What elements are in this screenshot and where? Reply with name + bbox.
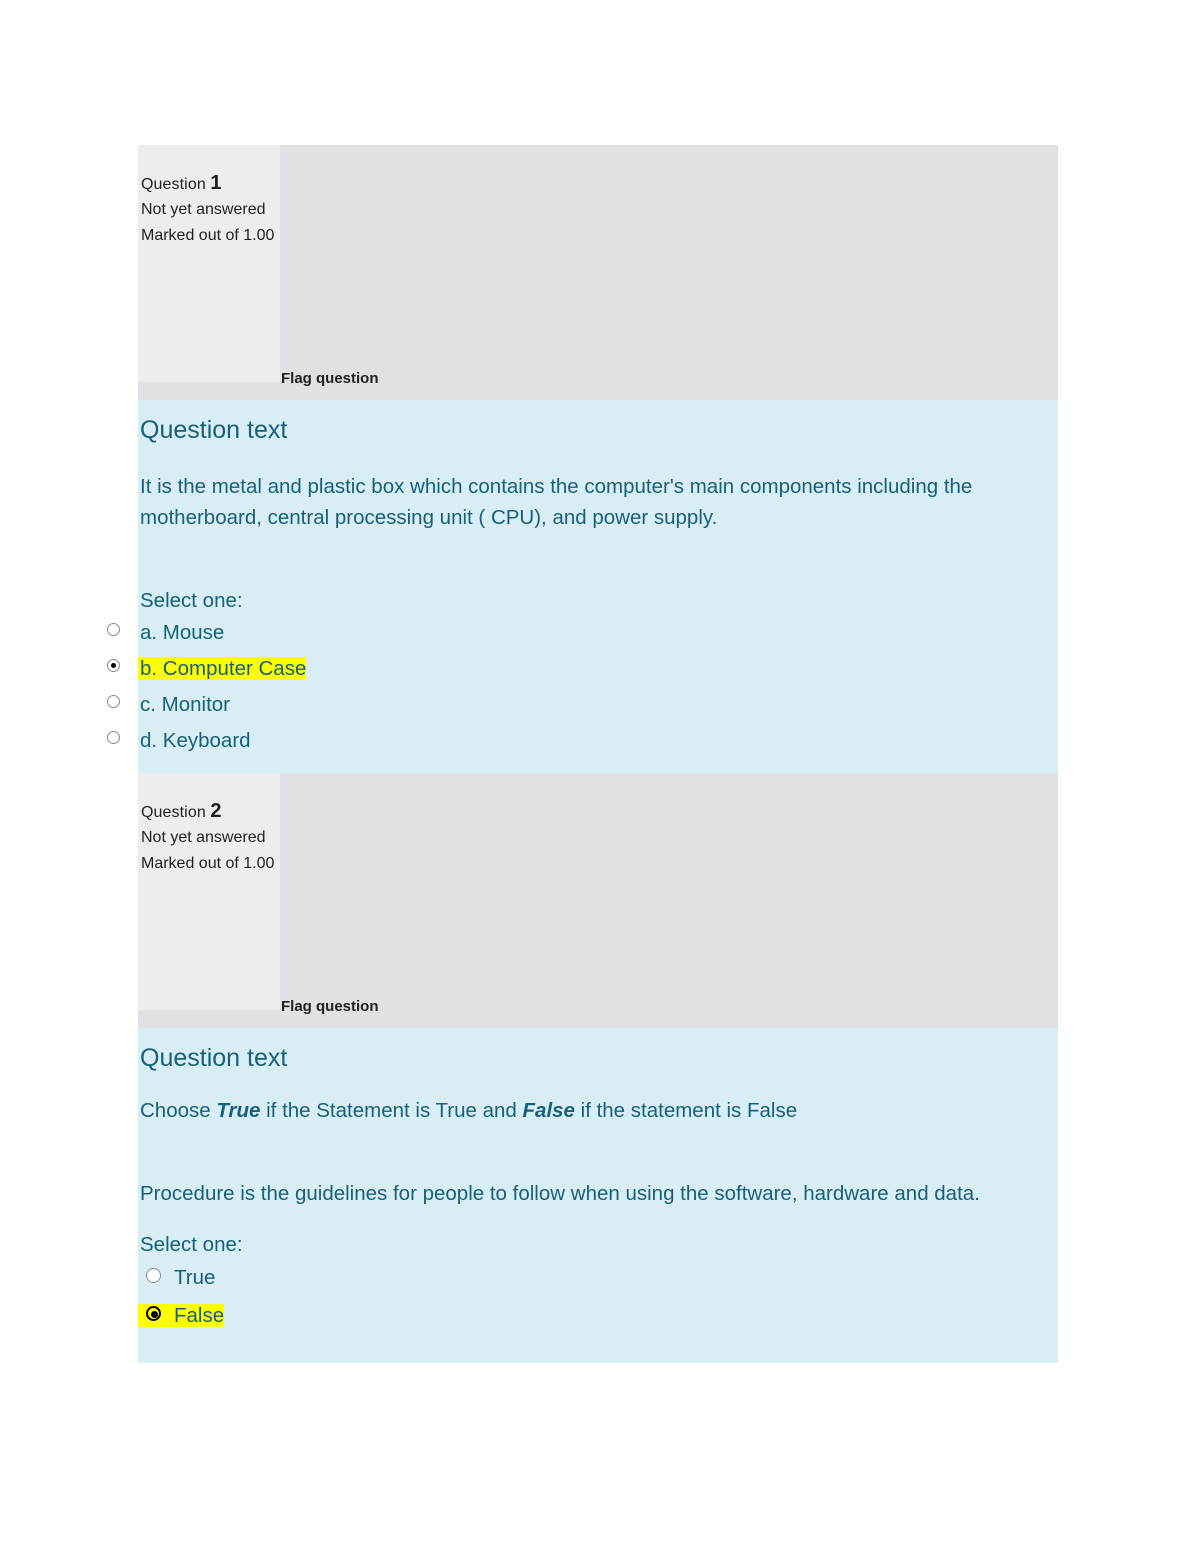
question-1-option-a[interactable]: [138, 615, 1058, 651]
question-1-number-value: 1: [210, 172, 222, 194]
question-1-number: [141, 172, 222, 195]
question-2-status: Not yet answered: [141, 829, 266, 846]
question-2-option-true[interactable]: [138, 1259, 1058, 1297]
question-1-text-label: Question text: [140, 416, 288, 444]
question-1-body: [138, 400, 1058, 773]
radio-icon[interactable]: [107, 623, 120, 636]
question-2-header: [138, 773, 1058, 1028]
question-2-number-value: 2: [210, 800, 222, 822]
question-2-stem-true: True: [216, 1099, 261, 1122]
question-2-option-false[interactable]: [138, 1297, 1058, 1335]
question-1-header: [138, 145, 1058, 400]
question-2-select-label: Select one:: [140, 1233, 243, 1256]
question-1-answers: [138, 615, 1058, 759]
radio-icon[interactable]: [146, 1268, 161, 1283]
question-2-stem-mid: if the Statement is True and: [260, 1099, 523, 1122]
question-1-select-label: Select one:: [140, 589, 243, 612]
question-2-option-true-label: True: [174, 1266, 216, 1289]
question-2-number: [141, 800, 222, 823]
question-2-text-label: Question text: [140, 1044, 288, 1072]
question-2-stem-false: False: [522, 1099, 575, 1122]
question-1-marks: Marked out of 1.00: [141, 227, 275, 244]
question-2-marks: Marked out of 1.00: [141, 855, 275, 872]
question-1-number-label: Question: [141, 176, 206, 193]
question-1-flag-link[interactable]: Flag question: [281, 370, 379, 387]
question-1-option-b[interactable]: [138, 651, 1058, 687]
radio-icon[interactable]: [107, 695, 120, 708]
question-2-option-false-label: False: [138, 1304, 224, 1327]
question-2-number-label: Question: [141, 804, 206, 821]
radio-icon[interactable]: [107, 731, 120, 744]
question-1-option-d-label: d. Keyboard: [140, 729, 251, 752]
radio-icon[interactable]: [107, 659, 120, 672]
question-2-stem-prefix: Choose: [140, 1099, 217, 1122]
radio-icon[interactable]: [146, 1306, 161, 1321]
question-2-stem-suffix: if the statement is False: [574, 1099, 798, 1122]
question-1-stem: It is the metal and plastic box which contains the computer's main components including the motherboard, central processing unit ( CPU), and power supply.: [140, 475, 973, 529]
question-2-body: [138, 1028, 1058, 1363]
question-2-stem-instruction: [138, 1073, 1058, 1126]
quiz-container: [138, 145, 1058, 1363]
question-1-option-c-label: c. Monitor: [140, 693, 230, 716]
question-1-option-b-label: b. Computer Case: [140, 657, 307, 680]
question-2-stem-statement: Procedure is the guidelines for people to follow when using the software, hardware and data.: [140, 1182, 980, 1205]
question-2-answers: [138, 1259, 1058, 1335]
question-1-option-d[interactable]: [138, 723, 1058, 759]
question-1-status: Not yet answered: [141, 201, 266, 218]
question-2-flag-link[interactable]: Flag question: [281, 998, 379, 1015]
question-1-option-a-label: a. Mouse: [140, 621, 225, 644]
question-1-option-c[interactable]: [138, 687, 1058, 723]
